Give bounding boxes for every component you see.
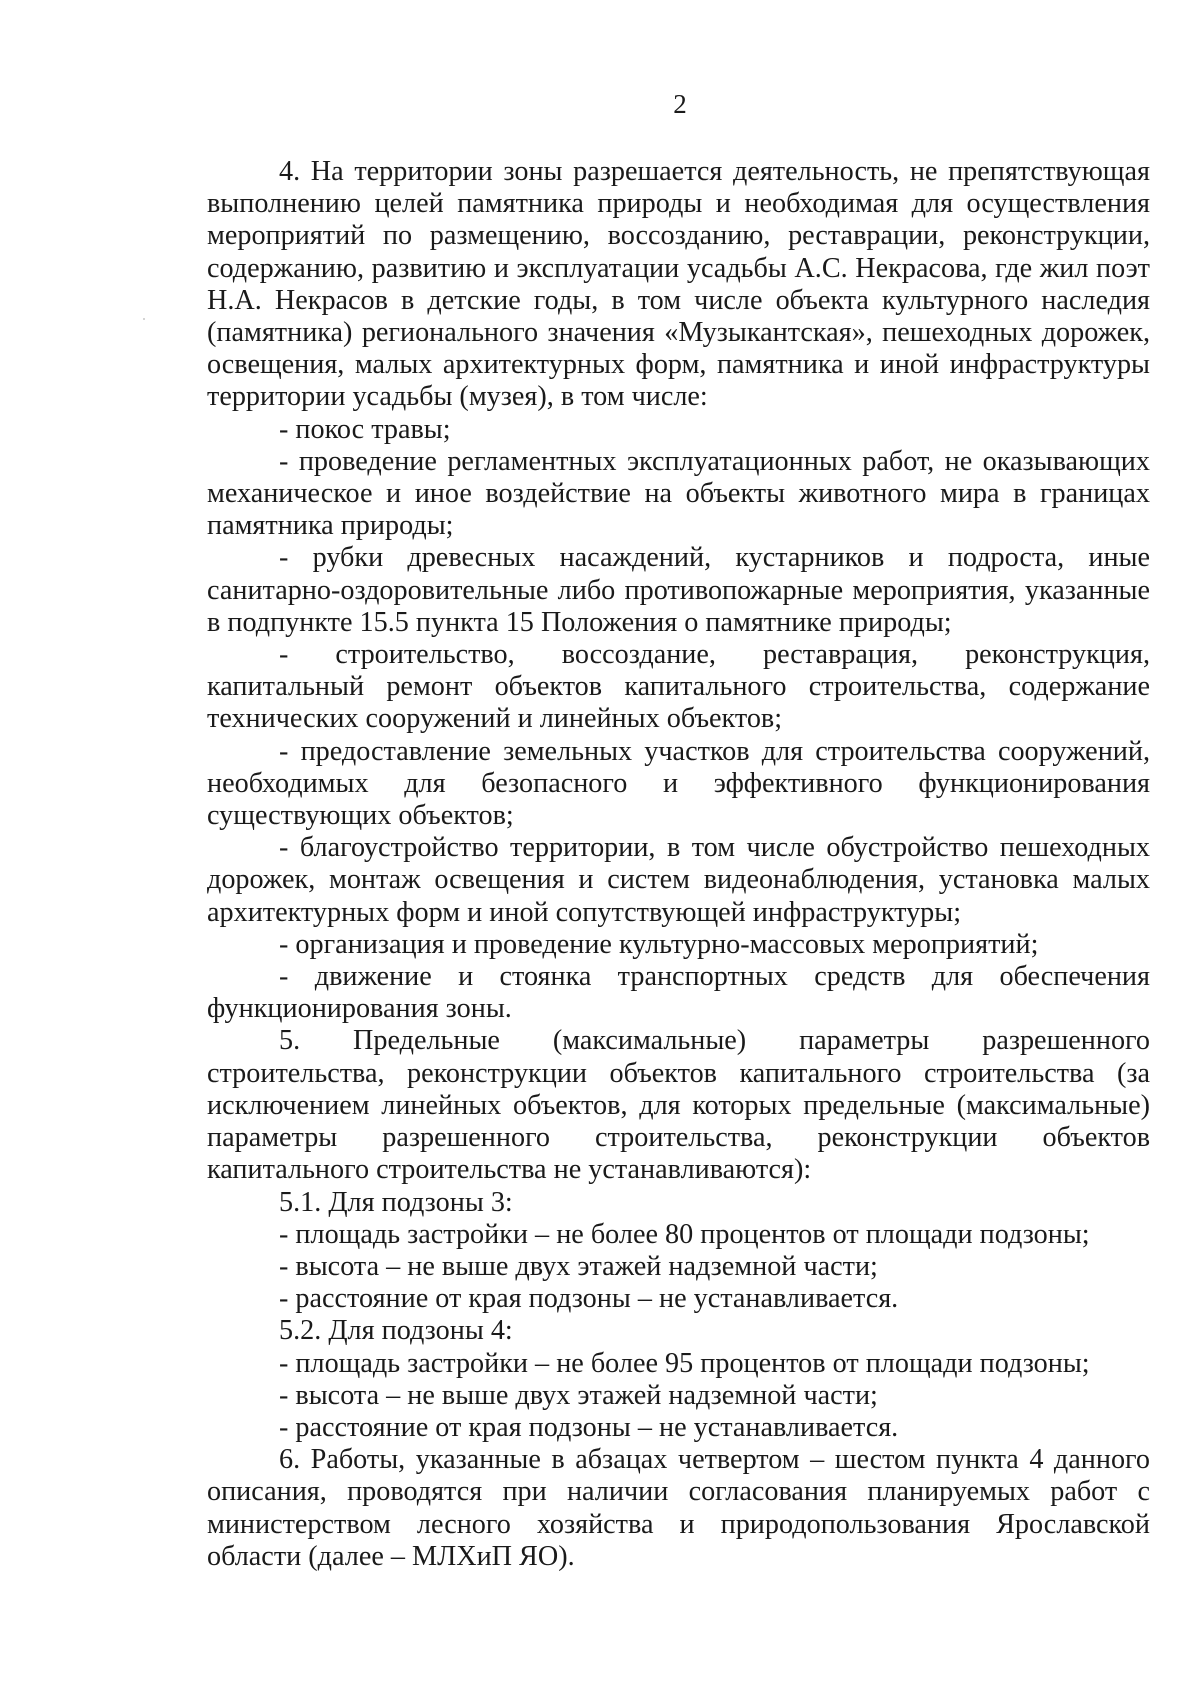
subzone-3-building-area: - площадь застройки – не более 80 процентов от площади подзоны;	[279, 1218, 1090, 1250]
subzone-4-distance: - расстояние от края подзоны – не устанавливается.	[279, 1411, 899, 1443]
paragraph-6-approval: 6. Работы, указанные в абзацах четвертом – шестом пункта 4 данного описания, проводятся при наличии согласования планируемых работ с министерством лесного хозяйства и природопользования Ярославской области (далее – МЛХиП ЯО).	[207, 1444, 1150, 1572]
list-item-cultural-events: - организация и проведение культурно-массовых мероприятий;	[279, 928, 1039, 960]
subzone-3-height: - высота – не выше двух этажей надземной части;	[279, 1250, 878, 1282]
paragraph-4-intro: 4. На территории зоны разрешается деятельность, не препятствующая выполнению целей памятника природы и необходимая для осуществления мероприятий по размещению, воссозданию, реставрации, реконструкции, содержанию, развитию и эксплуатации усадьбы А.С. Некрасова, где жил поэт Н.А. Некрасов в детские годы, в том числе объекта культурного наследия (памятника) регионального значения «Музыкантская», пешеходных дорожек, освещения, малых архитектурных форм, памятника и иной инфраструктуры территории усадьбы (музея), в том числе:	[207, 156, 1150, 413]
list-item-construction: - строительство, воссоздание, реставрация, реконструкция, капитальный ремонт объектов капитального строительства, содержание технических сооружений и линейных объектов;	[207, 639, 1150, 735]
list-item-vehicle-traffic: - движение и стоянка транспортных средств для обеспечения функционирования зоны.	[207, 961, 1150, 1025]
list-item-maintenance-works: - проведение регламентных эксплуатационных работ, не оказывающих механическое и иное воздействие на объекты животного мира в границах памятника природы;	[207, 445, 1150, 542]
paragraph-5-parameters: 5. Предельные (максимальные) параметры разрешенного строительства, реконструкции объектов капитального строительства (за исключением линейных объектов, для которых предельные (максимальные) параметры разрешенного строительства, реконструкции объектов капитального строительства не устанавливаются):	[207, 1025, 1150, 1186]
scan-speck	[143, 318, 145, 320]
list-item-landscaping: - благоустройство территории, в том числе обустройство пешеходных дорожек, монтаж освещения и систем видеонаблюдения, установка малых архитектурных форм и иной сопутствующей инфраструктуры;	[207, 832, 1150, 928]
list-item-grass-mowing: - покос травы;	[279, 413, 451, 445]
list-item-tree-felling: - рубки древесных насаждений, кустарников и подроста, иные санитарно-оздоровительные либо противопожарные мероприятия, указанные в подпункте 15.5 пункта 15 Положения о памятнике природы;	[207, 542, 1150, 638]
page-number: 2	[673, 89, 687, 119]
subzone-4-height: - высота – не выше двух этажей надземной части;	[279, 1379, 878, 1411]
subzone-3-heading: 5.1. Для подзоны 3:	[279, 1186, 513, 1218]
subzone-4-heading: 5.2. Для подзоны 4:	[279, 1315, 513, 1347]
subzone-3-distance: - расстояние от края подзоны – не устанавливается.	[279, 1283, 899, 1315]
list-item-land-provision: - предоставление земельных участков для строительства сооружений, необходимых для безопасного и эффективного функционирования существующих объектов;	[207, 735, 1150, 832]
subzone-4-building-area: - площадь застройки – не более 95 процентов от площади подзоны;	[279, 1347, 1090, 1379]
document-body	[207, 156, 1150, 1573]
